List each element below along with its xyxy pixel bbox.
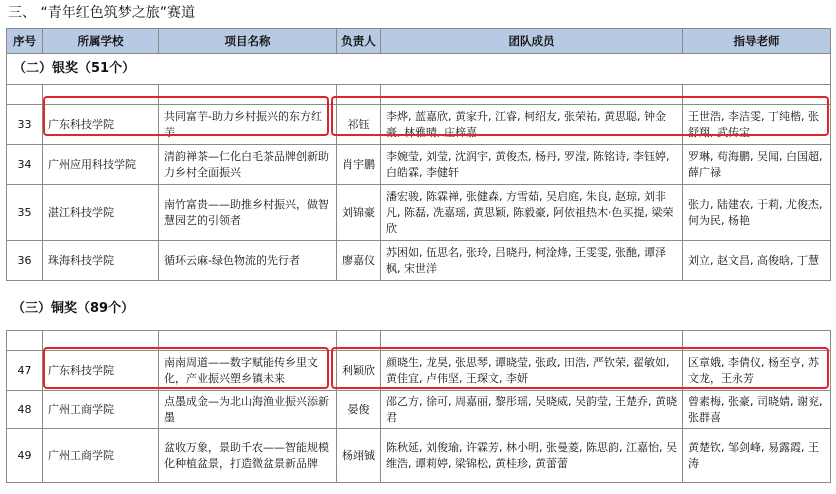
row-leader: 杨翊铖 xyxy=(337,429,381,483)
row-teachers: 黄楚钦, 邹剑峰, 易露霞, 王涛 xyxy=(683,429,831,483)
row-school: 广州工商学院 xyxy=(43,429,159,483)
row-members: 陈秋延, 刘俊瑜, 许霖芳, 林小明, 张曼菱, 陈思韵, 江嘉怡, 吴维浩, 谭莉婷, 梁锦松, 黄桂珍, 黄蕾蕾 xyxy=(381,429,683,483)
row-project: 共同富芋-助力乡村振兴的东方红芋 xyxy=(159,105,337,145)
table-row xyxy=(7,351,831,391)
row-leader: 刘锦豪 xyxy=(337,185,381,241)
row-no: 33 xyxy=(7,105,43,145)
row-school: 广州工商学院 xyxy=(43,391,159,429)
row-leader: 晏俊 xyxy=(337,391,381,429)
row-teachers: 曾素梅, 张豪, 司晓婧, 谢兖, 张群喜 xyxy=(683,391,831,429)
row-project: 循环云麻-绿色物流的先行者 xyxy=(159,241,337,281)
row-members: 苏困如, 伍思名, 张玲, 吕晓丹, 柯淦烽, 王雯雯, 张酏, 谭泽枫, 宋世洋 xyxy=(381,241,683,281)
section-title: 三、 “青年红色筑梦之旅”赛道 xyxy=(8,5,195,21)
row-leader: 祁钰 xyxy=(337,105,381,145)
table-row xyxy=(7,185,831,241)
header-teachers: 指导老师 xyxy=(683,29,831,54)
table-row xyxy=(7,429,831,483)
row-members: 颜晓生, 龙昊, 张思琴, 谭晓莹, 张政, 田浩, 严钦荣, 翟敏如, 黄佳宜, 卢伟坚, 王琛文, 李妍 xyxy=(381,351,683,391)
row-no: 48 xyxy=(7,391,43,429)
row-members: 李婉莹, 刘莹, 沈润宇, 黄俊杰, 杨丹, 罗滢, 陈铭诗, 李钰婷, 白皓霖, 李健轩 xyxy=(381,145,683,185)
row-teachers: 张力, 陆建农, 于莉, 尤俊杰, 何为民, 杨艳 xyxy=(683,185,831,241)
silver-heading: （二）银奖（51个） xyxy=(7,54,831,85)
row-project: 南竹富贵——助推乡村振兴，做智慧园艺的引领者 xyxy=(159,185,337,241)
table-header-row xyxy=(7,29,831,54)
header-leader: 负责人 xyxy=(337,29,381,54)
row-members: 邵乙方, 徐可, 周嘉丽, 黎彤瑶, 吴晓威, 吴韵莹, 王楚乔, 黄晓君 xyxy=(381,391,683,429)
row-members: 潘宏骏, 陈霖禅, 张健森, 方雪茹, 吴启庭, 朱良, 赵琼, 刘非凡, 陈磊, 冼嘉瑶, 黄思颖, 陈毅豪, 阿依祖热木·色买提, 梁荣欣 xyxy=(381,185,683,241)
row-project: 盆收万象，景助千农——智能规模化种植盆景，打造微盆景新品牌 xyxy=(159,429,337,483)
row-no: 47 xyxy=(7,351,43,391)
row-no: 34 xyxy=(7,145,43,185)
row-teachers: 王世浩, 李洁雯, 丁纯楷, 张舒翔, 武传宝 xyxy=(683,105,831,145)
spacer-row xyxy=(7,85,831,105)
row-no: 36 xyxy=(7,241,43,281)
row-school: 广东科技学院 xyxy=(43,351,159,391)
table-row xyxy=(7,145,831,185)
header-members: 团队成员 xyxy=(381,29,683,54)
row-no: 35 xyxy=(7,185,43,241)
table-row xyxy=(7,241,831,281)
results-table-silver xyxy=(6,28,831,281)
row-leader: 廖嘉仪 xyxy=(337,241,381,281)
row-no: 49 xyxy=(7,429,43,483)
row-project: 南南周道——数字赋能传乡里文化，产业振兴塑乡镇未来 xyxy=(159,351,337,391)
row-leader: 肖宇鹏 xyxy=(337,145,381,185)
row-school: 湛江科技学院 xyxy=(43,185,159,241)
row-leader: 利颖欣 xyxy=(337,351,381,391)
bronze-heading: （三）铜奖（89个） xyxy=(12,301,135,316)
row-school: 广东科技学院 xyxy=(43,105,159,145)
header-no: 序号 xyxy=(7,29,43,54)
table-row xyxy=(7,391,831,429)
row-teachers: 区章娥, 李倩仪, 杨至亨, 苏文龙，王永芳 xyxy=(683,351,831,391)
header-project: 项目名称 xyxy=(159,29,337,54)
row-school: 珠海科技学院 xyxy=(43,241,159,281)
table-row xyxy=(7,105,831,145)
row-school: 广州应用科技学院 xyxy=(43,145,159,185)
results-table-bronze xyxy=(6,330,831,483)
header-school: 所属学校 xyxy=(43,29,159,54)
row-teachers: 刘立, 赵文昌, 高俊晗, 丁慧 xyxy=(683,241,831,281)
silver-heading-row xyxy=(7,54,831,85)
row-project: 清韵禅茶—仁化白毛茶品牌创新助力乡村全面振兴 xyxy=(159,145,337,185)
row-members: 李烨, 蓝嘉欣, 黄家升, 江睿, 柯绍友, 张荣祐, 黄思聪, 钟金豪, 林雅晴, 庄梓嘉 xyxy=(381,105,683,145)
row-teachers: 罗琳, 苟海鹏, 吴闻, 白国超, 薛广禄 xyxy=(683,145,831,185)
row-project: 点墨成金—为北山海渔业振兴添新墨 xyxy=(159,391,337,429)
spacer-row xyxy=(7,331,831,351)
